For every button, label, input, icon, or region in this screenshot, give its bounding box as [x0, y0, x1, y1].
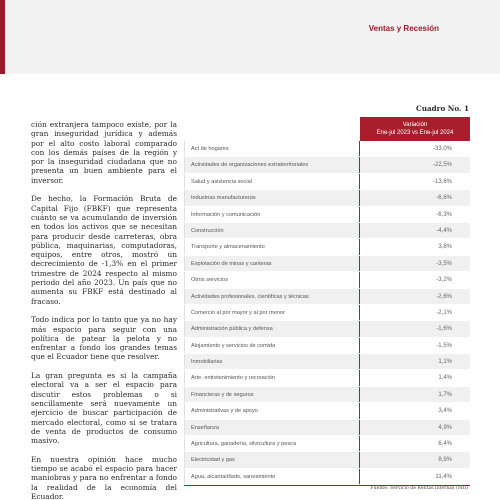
article-paragraph: La gran pregunta es si la campaña electoral va a ser el espacio para discutir estos problemas o si sencillamente será nuevamente un ejercicio de buscar participación de mercado electoral, como si se tratara de venta de productos de consumo masivo.	[31, 371, 177, 446]
sector-name: Actividades profesionales, científicas y técnicas	[184, 289, 360, 304]
sector-name: Financieras y de seguros	[184, 387, 360, 402]
table-header-line1: Variación	[402, 122, 428, 128]
table-row	[184, 190, 470, 206]
table-caption: Cuadro No. 1	[416, 104, 469, 113]
sector-name: Administración pública y defensa	[184, 321, 360, 336]
table-row	[184, 272, 470, 288]
sector-name: Explotación de minas y canteras	[184, 256, 360, 271]
table-source: Fuente: Servicio de Rentas Internas (SRI)	[370, 486, 468, 491]
variation-value: 1,4%	[438, 375, 452, 382]
variation-value: 1,1%	[438, 359, 452, 366]
table-row	[184, 338, 470, 354]
table-row	[184, 469, 470, 485]
sector-name: Otros servicios	[184, 272, 360, 287]
table-body	[184, 141, 470, 486]
variation-value: 4,9%	[438, 424, 452, 431]
variation-value: -13,6%	[432, 178, 452, 185]
variation-value: -6,6%	[436, 195, 452, 202]
table-row	[184, 256, 470, 272]
sector-name: Comercio al por mayor y al por menor	[184, 305, 360, 320]
table-row	[184, 207, 470, 223]
sector-name: Alojamiento y servicios de comida	[184, 338, 360, 353]
article-paragraph: ción extranjera tampoco existe, por la gran inseguridad jurídica y además por el alto costo laboral comparado con los demás países de la región y por la inseguridad ciudadana que no presenta un buen ambiente para el inversor.	[31, 120, 177, 185]
table-row	[184, 387, 470, 403]
article-paragraph: De hecho, la Formación Bruta de Capital Fijo (FBKF) que representa cuánto se va acumulando de inversión en todos los activos que se necesitan para producir desde carreteras, obra pública, maquinarias, computadoras, equipos, entre otros, mostró un decrecimiento de -1,3% en el primer trimestre de 2024 respecto al mismo periodo del año 2023. Un país que no aumenta su FBKF está destinado al fracaso.	[31, 194, 177, 306]
variation-value: -2,1%	[436, 309, 452, 316]
table-row	[184, 321, 470, 337]
table-row	[184, 239, 470, 255]
variation-value: 3,8%	[438, 244, 452, 251]
table-row	[184, 436, 470, 452]
table-row	[184, 420, 470, 436]
article-paragraph: Todo indica por lo tanto que ya no hay más espacio para seguir con una política de patear la pelota y no enfrentar a fondo los grandes temas que el Ecuador tiene que resolver.	[31, 315, 177, 362]
table-row	[184, 289, 470, 305]
sector-name: Arte, entretenimiento y recreación	[184, 370, 360, 385]
variation-value: -1,6%	[436, 326, 452, 333]
sector-name: Industrias manufactureras	[184, 190, 360, 205]
sector-name: Información y comunicación	[184, 207, 360, 222]
sector-name: Salud y asistencia social	[184, 174, 360, 189]
sector-name: Administrativas y de apoyo	[184, 403, 360, 418]
variation-value: 6,4%	[438, 441, 452, 448]
sector-name: Agricultura, ganadería, silvicultura y pesca	[184, 436, 360, 451]
variation-value: -1,5%	[436, 342, 452, 349]
table-header-blank	[184, 117, 360, 141]
sector-name: Actividades de organizaciones extraterritoriales	[184, 157, 360, 172]
table-row	[184, 403, 470, 419]
sector-name: Construcción	[184, 223, 360, 238]
sector-name: Electricidad y gas	[184, 452, 360, 467]
sector-name: Agua, alcantarillado, saneamiento	[184, 469, 360, 484]
variation-value: -4,4%	[436, 227, 452, 234]
variation-value: 11,4%	[435, 473, 452, 480]
table-row	[184, 370, 470, 386]
sector-name: Transporte y almacenamiento	[184, 239, 360, 254]
sector-name: Enseñanza	[184, 420, 360, 435]
header-band	[5, 0, 500, 74]
variation-value: 1,7%	[438, 391, 452, 398]
table-row	[184, 354, 470, 370]
variation-table	[184, 117, 470, 486]
variation-value: -3,5%	[436, 260, 452, 267]
variation-value: -33,0%	[432, 146, 452, 152]
table-row	[184, 305, 470, 321]
sector-name: Act de hogares	[184, 141, 360, 156]
sector-name: Inmobiliarias	[184, 354, 360, 369]
variation-value: -2,6%	[436, 293, 452, 300]
section-title: Ventas y Recesión	[368, 24, 439, 33]
variation-value: -6,3%	[436, 211, 452, 218]
variation-value: 8,9%	[438, 457, 452, 464]
article-paragraph: En nuestra opinión hace mucho tiempo se acabó el espacio para hacer maniobras y para no enfrentar a fondo la realidad de la economía del Ecuador.	[31, 454, 177, 500]
variation-value: 3,4%	[438, 408, 452, 415]
variation-value: -22,5%	[432, 162, 452, 169]
table-row	[184, 157, 470, 173]
table-header	[184, 117, 470, 141]
table-row	[184, 223, 470, 239]
table-row	[184, 174, 470, 190]
article-column	[31, 120, 177, 500]
table-row	[184, 141, 470, 157]
table-header-variation	[360, 117, 470, 141]
table-header-line2: Ene-jul 2023 vs Ene-jul 2024	[376, 130, 454, 136]
table-row	[184, 452, 470, 468]
variation-value: -3,2%	[436, 277, 452, 284]
